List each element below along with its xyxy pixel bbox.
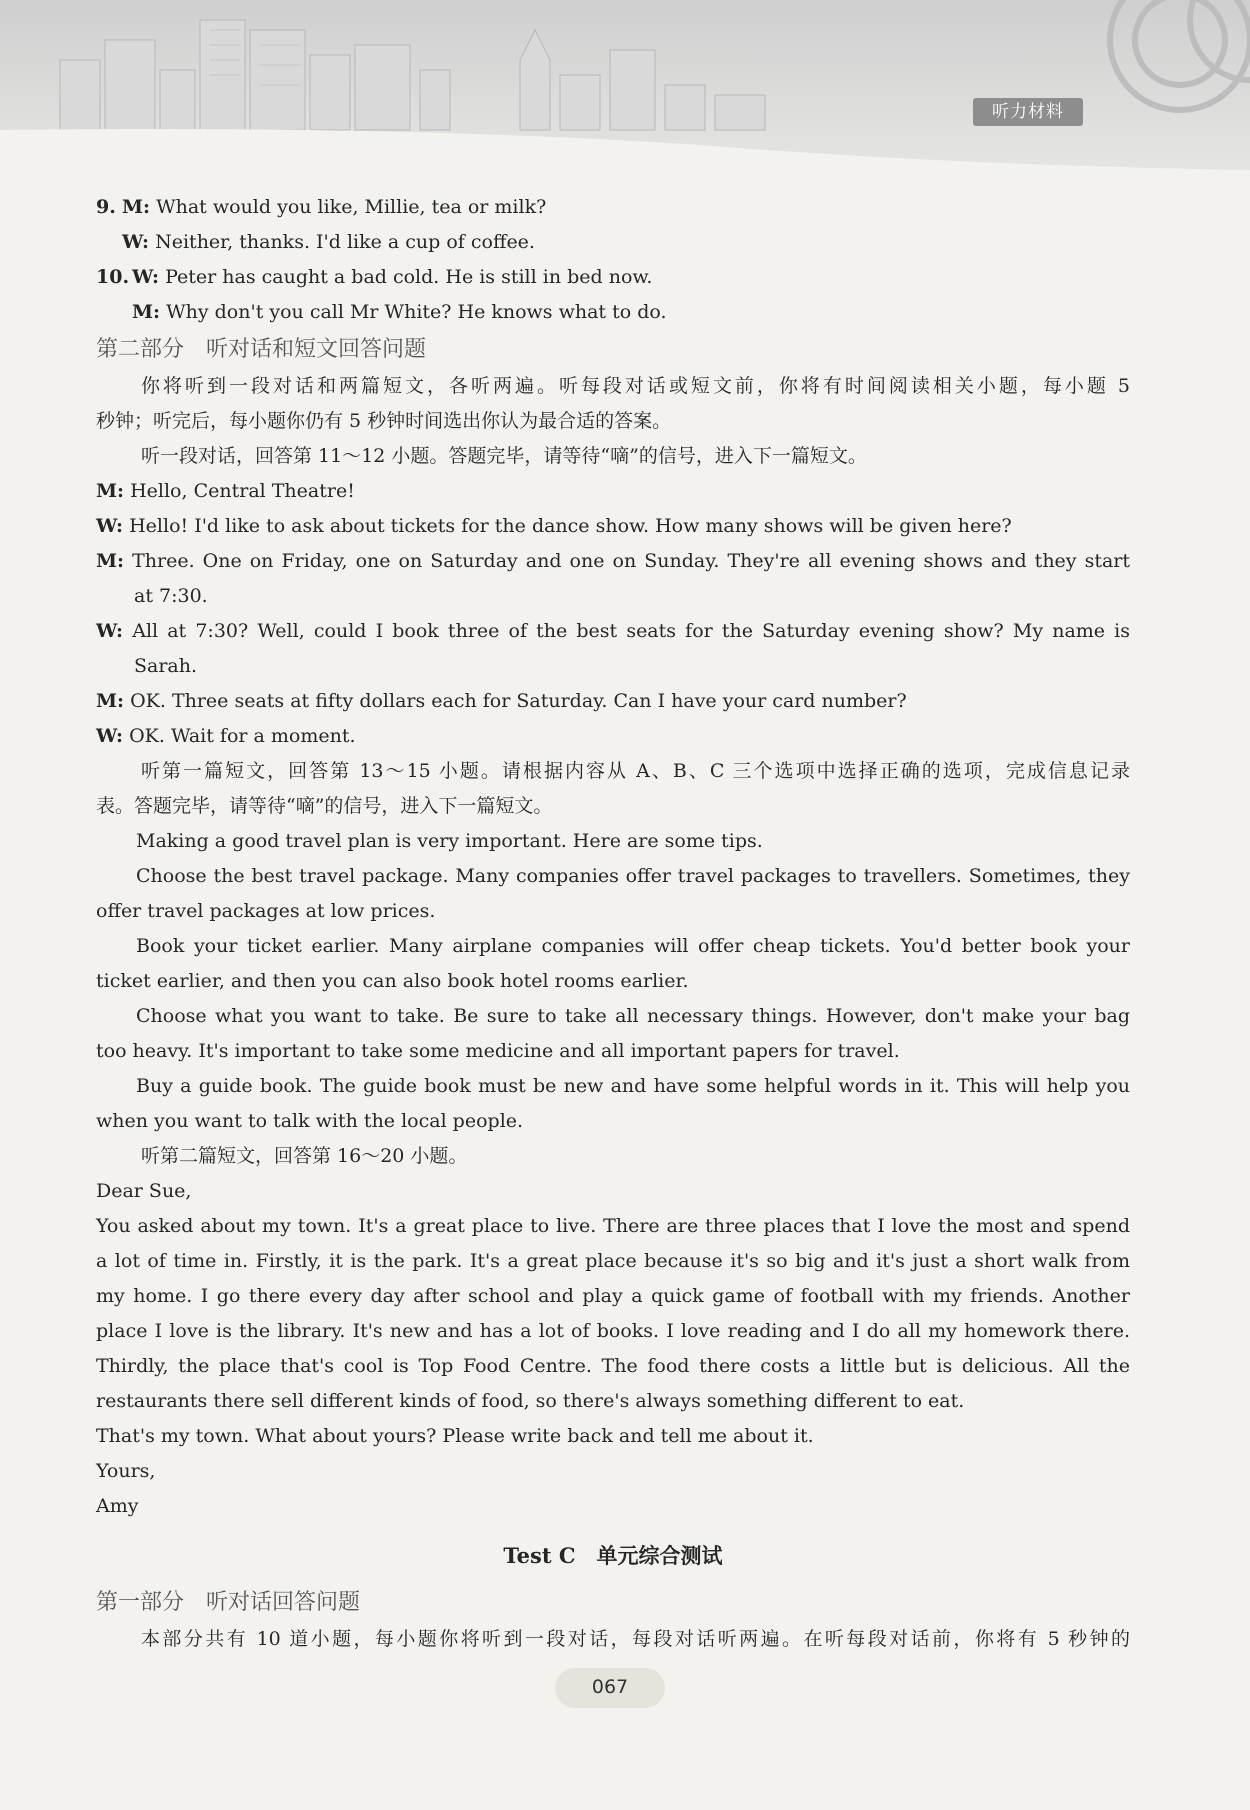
city-skyline-illustration [0,0,1250,180]
dialogue-text: Hello, Central Theatre! [130,480,355,502]
dialogue-text: What would you like, Millie, tea or milk? [156,196,547,218]
speaker: W: [96,620,124,642]
dialogue-line [96,684,1130,719]
dialogue-text: Why don't you call Mr White? He knows what to do. [166,301,667,323]
dialogue-text: All at 7:30? Well, could I book three of the best seats for the Saturday evening show? My name is [132,620,1130,642]
speaker: M: [132,301,161,323]
instruction-text: 表。答题完毕，请等待“嘀”的信号，进入下一篇短文。 [96,795,553,817]
dialogue-line [96,225,1130,260]
passage-line: offer travel packages at low prices. [96,900,436,922]
letter-line: place I love is the library. It's new and has a lot of books. I love reading and I do all my homework there. [96,1320,1130,1342]
instruction-text: 本部分共有 10 道小题，每小题你将听到一段对话，每段对话听两遍。在听每段对话前，你将有 5 秒钟的 [141,1628,1130,1650]
instruction-text: 听第一篇短文，回答第 13～15 小题。请根据内容从 A、B、C 三个选项中选择正确的选项，完成信息记录 [141,760,1130,782]
section-heading-part2: 第二部分 听对话和短文回答问题 [96,337,427,362]
speaker: M: [96,690,125,712]
test-title: Test C 单元综合测试 [503,1543,723,1568]
passage-line: ticket earlier, and then you can also book hotel rooms earlier. [96,970,689,992]
dialogue-continuation: Sarah. [134,655,198,677]
dialogue-text: Hello! I'd like to ask about tickets for the dance show. How many shows will be given here? [129,515,1012,537]
dialogue-line [96,474,1130,509]
speaker: M: [122,196,151,218]
dialogue-text: Three. One on Friday, one on Saturday and one on Sunday. They're all evening shows and they start [132,550,1131,572]
letter-line: a lot of time in. Firstly, it is the park. It's a great place because it's so big and it's just a short walk from [96,1250,1130,1272]
page-content [96,190,1130,1657]
letter-greeting: Dear Sue, [96,1180,192,1202]
dialogue-text: Peter has caught a bad cold. He is still in bed now. [165,266,653,288]
question-number: 10. [96,266,130,288]
passage-line: too heavy. It's important to take some medicine and all important papers for travel. [96,1040,900,1062]
page-number: 067 [591,1676,629,1698]
passage-line: Choose the best travel package. Many companies offer travel packages to travellers. Sometimes, they [136,865,1130,887]
letter-signature: Amy [96,1495,139,1517]
passage-line: Making a good travel plan is very important. Here are some tips. [136,830,763,852]
speaker: W: [96,725,124,747]
letter-line: That's my town. What about yours? Please write back and tell me about it. [96,1425,814,1447]
letter-line: my home. I go there every day after school and play a quick game of football with my friends. Another [96,1285,1130,1307]
speaker: W: [132,266,160,288]
dialogue-text: OK. Wait for a moment. [129,725,356,747]
instruction-text: 秒钟；听完后，每小题你仍有 5 秒钟时间选出你认为最合适的答案。 [96,410,672,432]
dialogue-line [96,509,1130,544]
speaker: W: [122,231,150,253]
dialogue-line [96,544,1130,579]
dialogue-text: Neither, thanks. I'd like a cup of coffee. [155,231,535,253]
instruction-text: 听一段对话，回答第 11～12 小题。答题完毕，请等待“嘀”的信号，进入下一篇短文。 [141,445,867,467]
letter-line: restaurants there sell different kinds of food, so there's always something different to eat. [96,1390,965,1412]
letter-line: You asked about my town. It's a great place to live. There are three places that I love the most and spend [96,1215,1130,1237]
dialogue-continuation: at 7:30. [134,585,208,607]
letter-line: Thirdly, the place that's cool is Top Food Centre. The food there costs a little but is delicious. All the [96,1355,1130,1377]
instruction-text: 你将听到一段对话和两篇短文，各听两遍。听每段对话或短文前，你将有时间阅读相关小题，每小题 5 [141,375,1130,397]
passage-line: when you want to talk with the local people. [96,1110,524,1132]
section-tag-listening-material: 听力材料 [973,98,1083,126]
section-heading-part1: 第一部分 听对话回答问题 [96,1590,361,1615]
speaker: M: [96,550,125,572]
passage-line: Book your ticket earlier. Many airplane companies will offer cheap tickets. You'd better book your [136,935,1130,957]
dialogue-line [96,190,1130,225]
passage-line: Buy a guide book. The guide book must be new and have some helpful words in it. This will help you [136,1075,1130,1097]
dialogue-text: OK. Three seats at fifty dollars each for Saturday. Can I have your card number? [130,690,907,712]
dialogue-line [96,260,1130,295]
letter-closing: Yours, [96,1460,156,1482]
dialogue-line [96,614,1130,649]
page-header-illustration [0,0,1250,180]
dialogue-line [96,295,1130,330]
dialogue-line [96,719,1130,754]
question-number: 9. [96,196,116,218]
passage-line: Choose what you want to take. Be sure to take all necessary things. However, don't make your bag [136,1005,1130,1027]
speaker: W: [96,515,124,537]
speaker: M: [96,480,125,502]
instruction-text: 听第二篇短文，回答第 16～20 小题。 [141,1145,468,1167]
